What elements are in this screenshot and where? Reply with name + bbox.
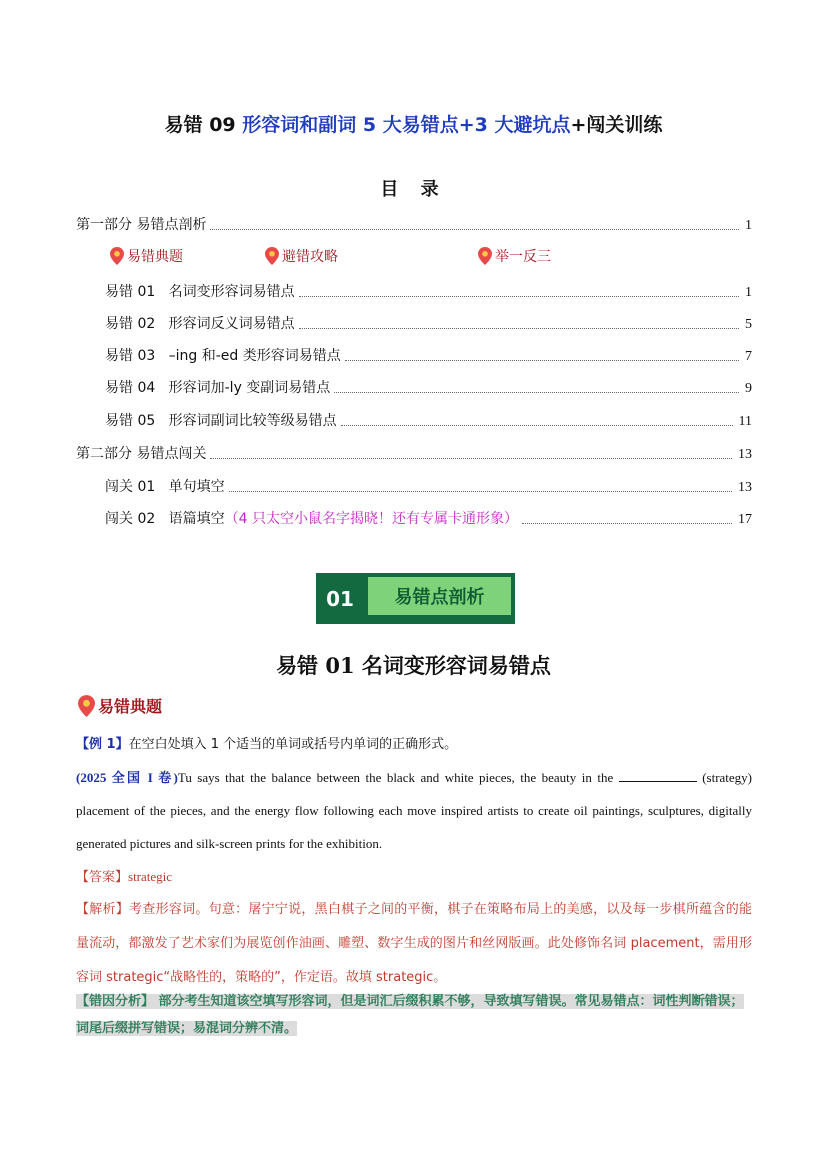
category-label: 避错攻略 bbox=[282, 249, 338, 265]
location-pin-icon bbox=[78, 695, 95, 717]
subheading-label: 易错典题 bbox=[98, 697, 163, 716]
toc-item-page: 1 bbox=[745, 285, 752, 300]
subheading bbox=[78, 694, 162, 717]
toc-leader bbox=[341, 424, 733, 426]
question-text-2: (strategy) placement of the pieces, and the energy flow following each move inspired artists to create oil paintings, sculptures, digitally generated pictures and silk-screen prints for the exhibition. bbox=[76, 770, 753, 851]
toc-item[interactable] bbox=[105, 313, 752, 333]
toc-item-text: 形容词反义词易错点 bbox=[168, 316, 295, 332]
error-text: 部分考生知道该空填写形容词，但是词汇后缀积累不够，导致填写错误。常见易错点：词性判断错误；词尾后缀拼写错误；易混词分辨不清。 bbox=[76, 994, 744, 1036]
answer-tag: 【答案】 bbox=[76, 870, 129, 885]
section-banner bbox=[316, 573, 515, 624]
category-item bbox=[265, 246, 338, 266]
toc-leader bbox=[299, 327, 739, 329]
toc-item-page: 7 bbox=[745, 349, 752, 364]
toc-item-page: 5 bbox=[745, 317, 752, 332]
category-label: 举一反三 bbox=[495, 249, 551, 265]
toc-leader bbox=[229, 490, 732, 492]
toc-item-num: 易错 03 bbox=[105, 348, 156, 364]
banner-number: 01 bbox=[316, 573, 364, 624]
error-tag: 【错因分析】 bbox=[76, 994, 155, 1009]
toc-leader bbox=[522, 522, 732, 524]
toc-part2-label: 第二部分 易错点闯关 bbox=[76, 446, 207, 462]
toc-item-num: 易错 01 bbox=[105, 284, 156, 300]
category-item bbox=[110, 246, 183, 266]
toc-item-page: 11 bbox=[738, 414, 752, 429]
toc-item[interactable] bbox=[105, 410, 752, 430]
analysis-text: 考查形容词。句意：屠宁宁说，黑白棋子之间的平衡，棋子在策略布局上的美感，以及每一步棋所蕴含的能量流动，都激发了艺术家们为展览创作油画、雕塑、数字生成的图片和丝网版画。此处修饰名词 placement，需用形容词 strategic“战略性的，策略的”，作定语。故填 strategic。 bbox=[76, 902, 752, 985]
toc-leader bbox=[299, 295, 739, 297]
example-instruction-line bbox=[76, 728, 752, 761]
location-pin-icon bbox=[265, 247, 279, 265]
toc-part1-label: 第一部分 易错点剖析 bbox=[76, 217, 207, 233]
document-title bbox=[0, 110, 827, 137]
analysis-paragraph bbox=[76, 893, 752, 995]
answer-text: strategic bbox=[128, 869, 173, 884]
category-label: 易错典题 bbox=[127, 249, 183, 265]
toc-item-text: –ing 和-ed 类形容词易错点 bbox=[168, 348, 341, 364]
toc-challenge-extra: （4 只太空小鼠名字揭晓！还有专属卡通形象） bbox=[224, 511, 518, 527]
toc-challenge-num: 闯关 01 bbox=[105, 479, 156, 495]
toc-item-text: 名词变形容词易错点 bbox=[168, 284, 295, 300]
section-title: 易错 01 名词变形容词易错点 bbox=[276, 653, 551, 678]
toc-item[interactable] bbox=[105, 377, 752, 397]
location-pin-icon bbox=[478, 247, 492, 265]
toc-item-text: 形容词副词比较等级易错点 bbox=[168, 413, 337, 429]
toc-part2-page: 13 bbox=[738, 447, 752, 462]
toc-item[interactable] bbox=[105, 345, 752, 365]
toc-challenge-page: 13 bbox=[738, 480, 752, 495]
answer-blank[interactable] bbox=[619, 769, 697, 782]
toc-challenge-text: 单句填空 bbox=[168, 479, 225, 495]
banner-label: 易错点剖析 bbox=[368, 577, 511, 615]
toc-challenge[interactable] bbox=[105, 476, 752, 496]
toc-item-num: 易错 05 bbox=[105, 413, 156, 429]
toc-item-num: 易错 02 bbox=[105, 316, 156, 332]
toc-item-num: 易错 04 bbox=[105, 380, 156, 396]
example-question bbox=[76, 761, 752, 860]
toc-challenge-num: 闯关 02 bbox=[105, 511, 156, 527]
location-pin-icon bbox=[110, 247, 124, 265]
example-tag: 【例 1】 bbox=[76, 737, 129, 752]
answer-line bbox=[76, 860, 752, 894]
error-analysis-paragraph bbox=[76, 988, 752, 1042]
toc-part1[interactable] bbox=[76, 214, 752, 234]
title-main: 形容词和副词 5 大易错点+3 大避坑点 bbox=[242, 114, 571, 136]
category-item bbox=[478, 246, 551, 266]
toc-leader bbox=[345, 359, 739, 361]
toc-challenge-text: 语篇填空 bbox=[168, 511, 225, 527]
toc-item-page: 9 bbox=[745, 381, 752, 396]
question-text-1: Tu says that the balance between the black and white pieces, the beauty in the bbox=[177, 770, 619, 785]
toc-leader bbox=[334, 391, 739, 393]
toc-challenge[interactable] bbox=[105, 508, 752, 528]
toc-heading: 目 录 bbox=[380, 179, 447, 200]
toc-item-text: 形容词加-ly 变副词易错点 bbox=[168, 380, 331, 396]
toc-categories bbox=[110, 246, 610, 268]
toc-leader bbox=[210, 228, 739, 230]
toc-part1-page: 1 bbox=[745, 218, 752, 233]
question-source: (2025 全国 I 卷) bbox=[76, 770, 178, 785]
toc-part2[interactable] bbox=[76, 443, 752, 463]
example-instruction: 在空白处填入 1 个适当的单词或括号内单词的正确形式。 bbox=[128, 737, 458, 752]
analysis-tag: 【解析】 bbox=[76, 902, 130, 917]
toc-item[interactable] bbox=[105, 281, 752, 301]
toc-challenge-page: 17 bbox=[738, 512, 752, 527]
title-suffix: +闯关训练 bbox=[570, 114, 663, 136]
title-prefix: 易错 09 bbox=[164, 114, 243, 136]
toc-leader bbox=[210, 457, 732, 459]
